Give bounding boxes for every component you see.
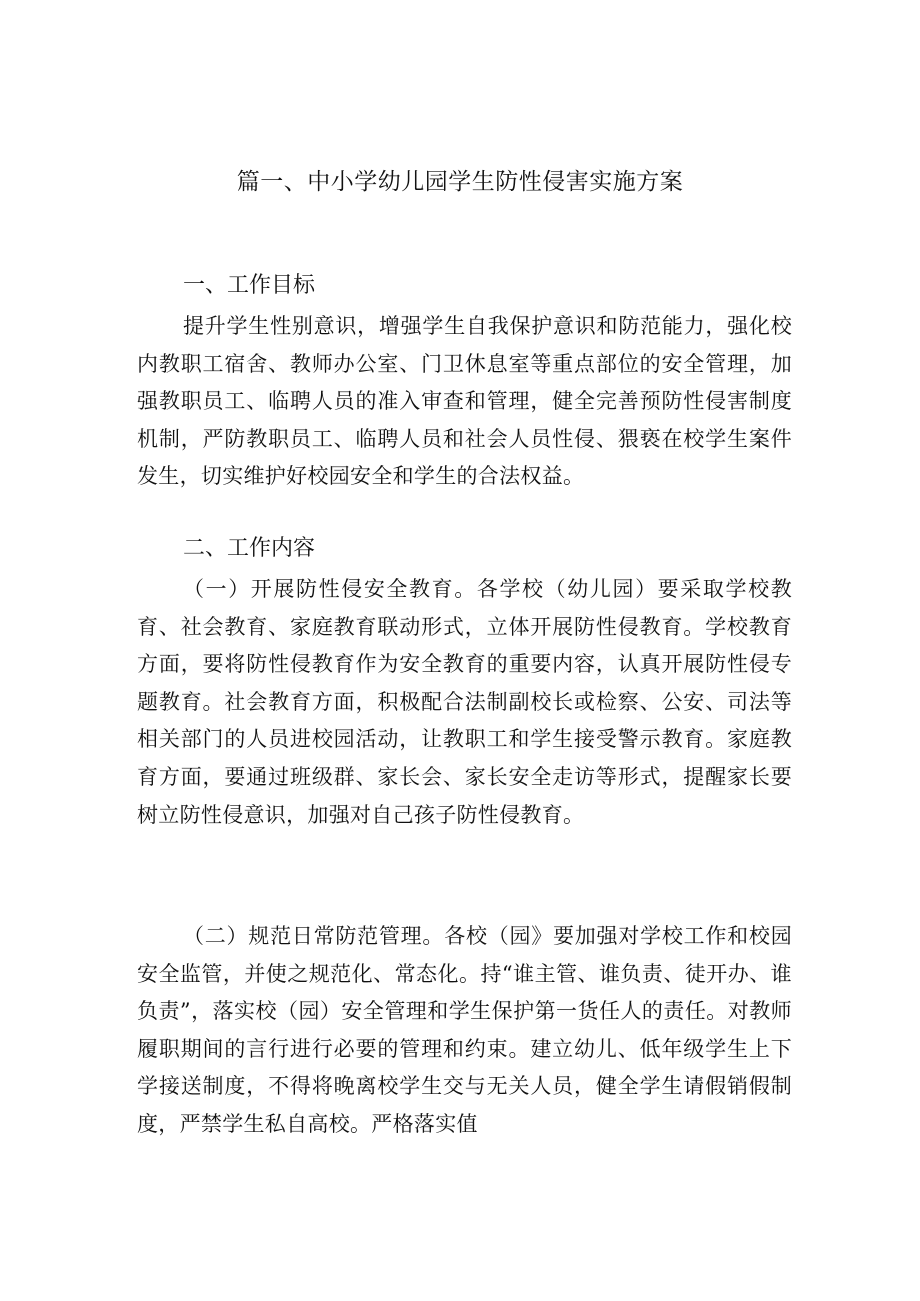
paragraph-management: （二）规范日常防范管理。各校（园》要加强对学校工作和校园安全监管，并使之规范化、常态化。持“谁主管、谁负责、徒开办、谁负责”，落实校（园）安全管理和学生保护第一货任人的责任。对教师履职期间的言行进行必要的管理和约束。建立幼儿、低年级学生上下学接送制度，不得将晚离校学生交与无关人员，健全学生请假销假制度，严禁学生私自高校。严格落实值 <box>137 924 792 1136</box>
paragraph-education: （一）开展防性侵安全教育。各学校（幼儿园）要采取学校教育、社会教育、家庭教育联动形式，立体开展防性侵教育。学校教育方面，要将防性侵教育作为安全教育的重要内容，认真开展防性侵专题教育。社会教育方面，积极配合法制副校长或检察、公安、司法等相关部门的人员进校园活动，让教职工和学生接受警示教育。家庭教育方面，要通过班级群、家长会、家长安全走访等形式，提醒家长要树立防性侵意识，加强对自己孩子防性侵教育。 <box>137 577 792 827</box>
document-title: 篇一、中小学幼儿园学生防性侵害实施方案 <box>236 169 684 195</box>
paragraph-goals: 提升学生性别意识，增强学生自我保护意识和防范能力，强化校内教职工宿舍、教师办公室、门卫休息室等重点部位的安全管理，加强教职员工、临聘人员的准入审查和管理，健全完善预防性侵害制度机制，严防教职员工、临聘人员和社会人员性侵、猥亵在校学生案件发生，切实维护好校园安全和学生的合法权益。 <box>137 314 792 489</box>
section-heading-content: 二、工作内容 <box>183 536 316 561</box>
section-heading-goals: 一、工作目标 <box>183 273 316 298</box>
